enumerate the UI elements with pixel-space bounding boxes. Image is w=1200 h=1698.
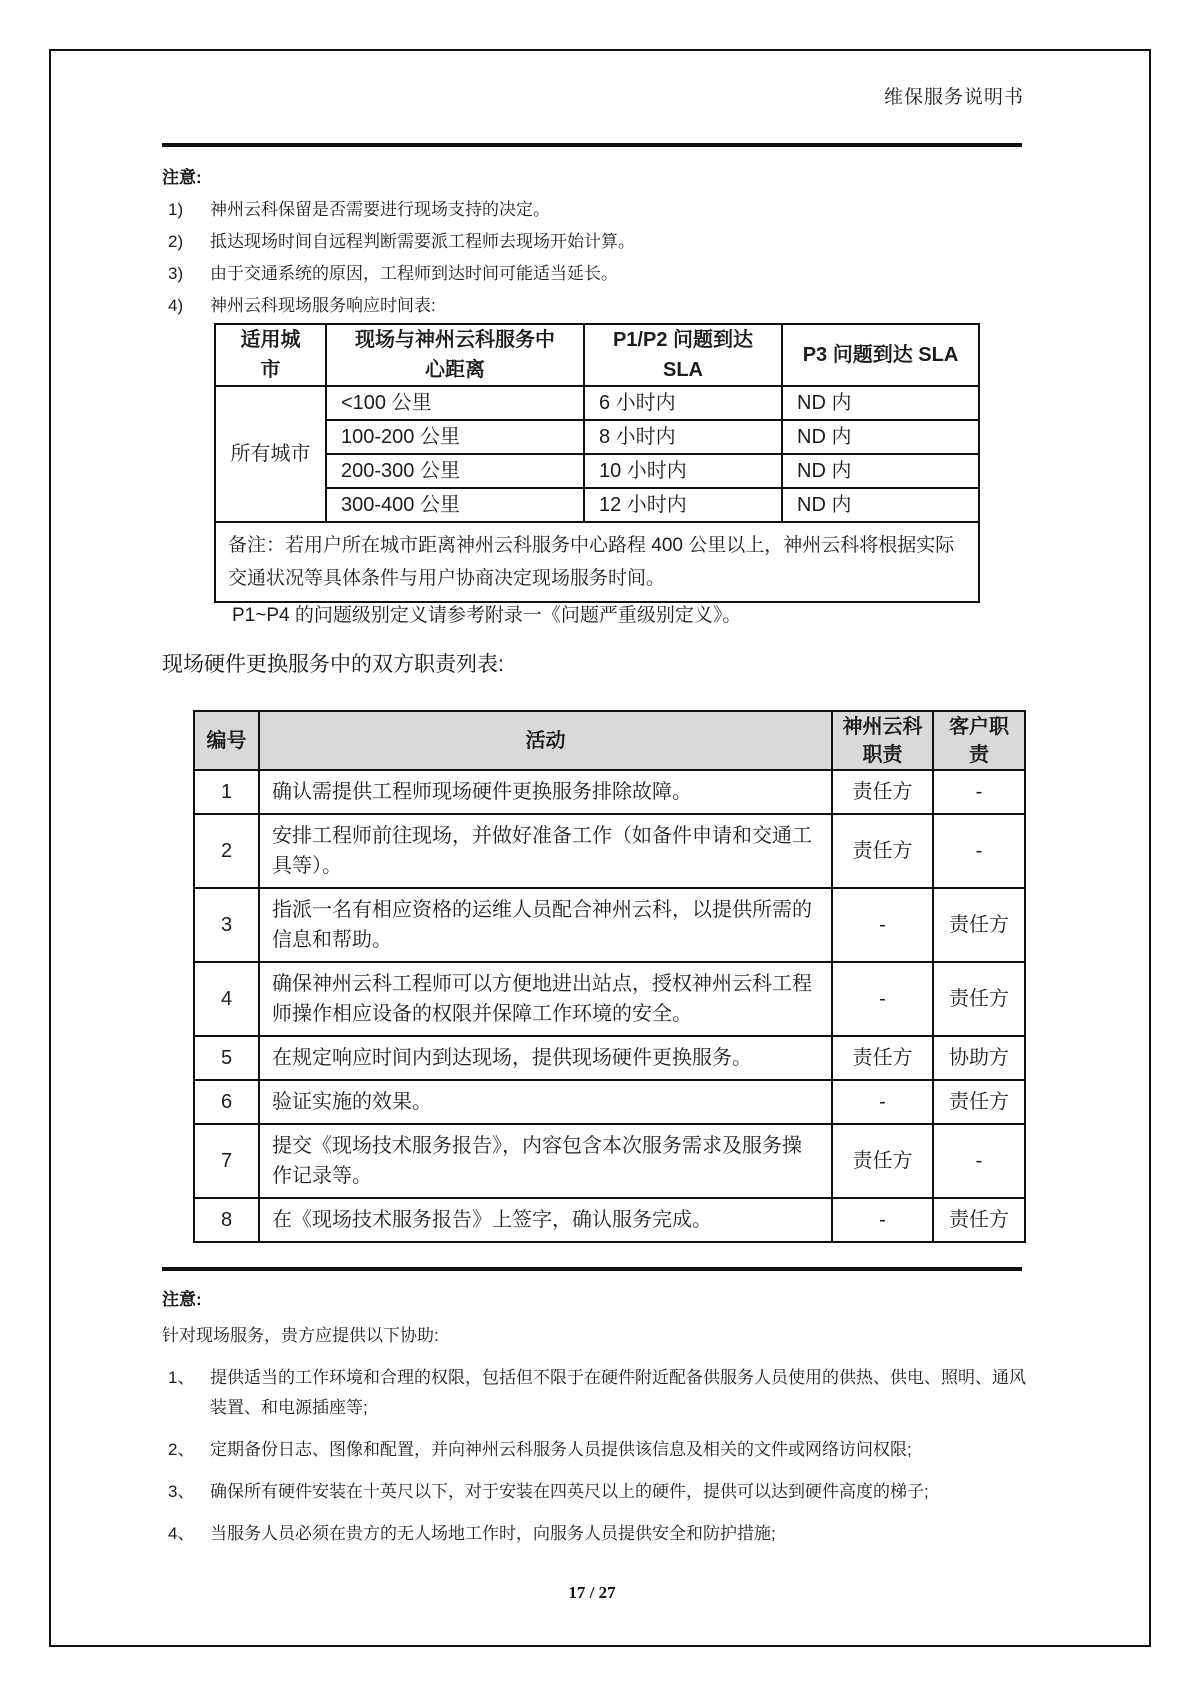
sla-header-p12: P1/P2 问题到达 SLA xyxy=(584,324,782,386)
resp-customer-cell: 责任方 xyxy=(933,1198,1025,1242)
notice-item-number: 3) xyxy=(168,264,184,283)
doc-header-title: 维保服务说明书 xyxy=(883,87,1024,108)
page-frame xyxy=(49,49,1151,1647)
notice-item xyxy=(168,1363,1034,1423)
sla-p12-cell: 12 小时内 xyxy=(584,488,782,522)
sla-p3-cell: ND 内 xyxy=(782,420,979,454)
sla-response-table xyxy=(214,323,980,603)
notice-item xyxy=(168,1435,1034,1465)
notice-item-text: 神州云科保留是否需要进行现场支持的决定。 xyxy=(210,200,550,219)
resp-activity-cell: 提交《现场技术服务报告》，内容包含本次服务需求及服务操作记录等。 xyxy=(259,1124,832,1198)
resp-customer-cell: - xyxy=(933,814,1025,888)
resp-id-cell: 1 xyxy=(194,770,259,814)
resp-id-cell: 6 xyxy=(194,1080,259,1124)
resp-id-cell: 7 xyxy=(194,1124,259,1198)
table-row xyxy=(194,814,1025,888)
resp-vendor-cell: - xyxy=(832,1198,933,1242)
table-row xyxy=(215,488,979,522)
table-row xyxy=(194,1198,1025,1242)
notice-item-text: 抵达现场时间自远程判断需要派工程师去现场开始计算。 xyxy=(210,232,635,251)
notice-item-text: 由于交通系统的原因，工程师到达时间可能适当延长。 xyxy=(210,264,618,283)
sla-distance-cell: 200-300 公里 xyxy=(326,454,584,488)
notice-item xyxy=(168,199,1034,221)
resp-activity-cell: 确保神州云科工程师可以方便地进出站点，授权神州云科工程师操作相应设备的权限并保障工作环境的安全。 xyxy=(259,962,832,1036)
resp-vendor-cell: 责任方 xyxy=(832,814,933,888)
notice-item xyxy=(168,263,1034,285)
resp-vendor-cell: 责任方 xyxy=(832,1124,933,1198)
notice-item-text: 神州云科现场服务响应时间表: xyxy=(210,296,436,315)
resp-customer-cell: 责任方 xyxy=(933,1080,1025,1124)
notice-item xyxy=(168,231,1034,253)
page-number: 17 / 27 xyxy=(568,1583,616,1602)
notice-item-number: 1、 xyxy=(168,1368,195,1387)
resp-header-customer: 客户职责 xyxy=(933,711,1025,770)
table-row xyxy=(194,1124,1025,1198)
notice-item-number: 4) xyxy=(168,296,184,315)
notice-item-text: 确保所有硬件安装在十英尺以下，对于安装在四英尺以上的硬件，提供可以达到硬件高度的梯子; xyxy=(210,1482,929,1501)
notice-top-list xyxy=(168,199,1034,327)
resp-activity-cell: 指派一名有相应资格的运维人员配合神州云科，以提供所需的信息和帮助。 xyxy=(259,888,832,962)
sla-p3-cell: ND 内 xyxy=(782,488,979,522)
resp-activity-cell: 安排工程师前往现场，并做好准备工作（如备件申请和交通工具等）。 xyxy=(259,814,832,888)
resp-vendor-cell: - xyxy=(832,888,933,962)
resp-vendor-cell: - xyxy=(832,1080,933,1124)
resp-activity-cell: 在规定响应时间内到达现场，提供现场硬件更换服务。 xyxy=(259,1036,832,1080)
resp-id-cell: 8 xyxy=(194,1198,259,1242)
resp-vendor-cell: - xyxy=(832,962,933,1036)
notice-top-label: 注意: xyxy=(162,168,202,187)
sla-p3-cell: ND 内 xyxy=(782,454,979,488)
notice-item-text: 当服务人员必须在贵方的无人场地工作时，向服务人员提供安全和防护措施; xyxy=(210,1524,776,1543)
notice-item-text: 定期备份日志、图像和配置，并向神州云科服务人员提供该信息及相关的文件或网络访问权限; xyxy=(210,1440,912,1459)
resp-header-id: 编号 xyxy=(194,711,259,770)
section-separator-rule xyxy=(162,1267,1022,1271)
resp-customer-cell: 协助方 xyxy=(933,1036,1025,1080)
p-levels-note: P1~P4 的问题级别定义请参考附录一《问题严重级别定义》。 xyxy=(232,605,742,626)
table-header-row xyxy=(215,324,979,386)
table-row xyxy=(194,1080,1025,1124)
notice-bottom-label: 注意: xyxy=(162,1290,202,1309)
sla-note-cell: 备注：若用户所在城市距离神州云科服务中心路程 400 公里以上，神州云科将根据实际交通状况等具体条件与用户协商决定现场服务时间。 xyxy=(215,522,979,602)
sla-p3-cell: ND 内 xyxy=(782,386,979,420)
resp-id-cell: 2 xyxy=(194,814,259,888)
notice-item xyxy=(168,1477,1034,1507)
sla-city-cell: 所有城市 xyxy=(215,386,326,522)
notice-item-text: 提供适当的工作环境和合理的权限，包括但不限于在硬件附近配备供服务人员使用的供热、供电、照明、通风装置、和电源插座等; xyxy=(210,1368,1026,1417)
resp-id-cell: 4 xyxy=(194,962,259,1036)
sla-p12-cell: 10 小时内 xyxy=(584,454,782,488)
table-row xyxy=(215,420,979,454)
sla-p12-cell: 8 小时内 xyxy=(584,420,782,454)
resp-activity-cell: 确认需提供工程师现场硬件更换服务排除故障。 xyxy=(259,770,832,814)
resp-vendor-cell: 责任方 xyxy=(832,770,933,814)
sla-distance-cell: <100 公里 xyxy=(326,386,584,420)
resp-customer-cell: - xyxy=(933,1124,1025,1198)
table-row xyxy=(194,888,1025,962)
responsibility-section-title: 现场硬件更换服务中的双方职责列表: xyxy=(162,653,504,676)
sla-header-p3: P3 问题到达 SLA xyxy=(782,324,979,386)
notice-item xyxy=(168,1519,1034,1549)
resp-customer-cell: - xyxy=(933,770,1025,814)
sla-header-distance: 现场与神州云科服务中心距离 xyxy=(326,324,584,386)
table-row xyxy=(215,454,979,488)
notice-bottom-intro: 针对现场服务，贵方应提供以下协助: xyxy=(162,1326,439,1345)
table-row xyxy=(194,1036,1025,1080)
resp-customer-cell: 责任方 xyxy=(933,962,1025,1036)
resp-customer-cell: 责任方 xyxy=(933,888,1025,962)
header-separator-rule xyxy=(162,143,1022,147)
resp-vendor-cell: 责任方 xyxy=(832,1036,933,1080)
resp-id-cell: 3 xyxy=(194,888,259,962)
notice-item-number: 2) xyxy=(168,232,184,251)
responsibility-table xyxy=(193,710,1026,1243)
table-row xyxy=(215,386,979,420)
notice-item-number: 1) xyxy=(168,200,184,219)
notice-item-number: 2、 xyxy=(168,1440,195,1459)
notice-item-number: 3、 xyxy=(168,1482,195,1501)
sla-distance-cell: 300-400 公里 xyxy=(326,488,584,522)
notice-item xyxy=(168,295,1034,317)
table-header-row xyxy=(194,711,1025,770)
resp-activity-cell: 验证实施的效果。 xyxy=(259,1080,832,1124)
sla-distance-cell: 100-200 公里 xyxy=(326,420,584,454)
resp-header-vendor: 神州云科职责 xyxy=(832,711,933,770)
resp-id-cell: 5 xyxy=(194,1036,259,1080)
table-note-row xyxy=(215,522,979,602)
sla-p12-cell: 6 小时内 xyxy=(584,386,782,420)
table-row xyxy=(194,962,1025,1036)
resp-activity-cell: 在《现场技术服务报告》上签字，确认服务完成。 xyxy=(259,1198,832,1242)
table-row xyxy=(194,770,1025,814)
notice-item-number: 4、 xyxy=(168,1524,195,1543)
sla-header-city: 适用城市 xyxy=(215,324,326,386)
resp-header-activity: 活动 xyxy=(259,711,832,770)
notice-bottom-list xyxy=(168,1363,1034,1561)
